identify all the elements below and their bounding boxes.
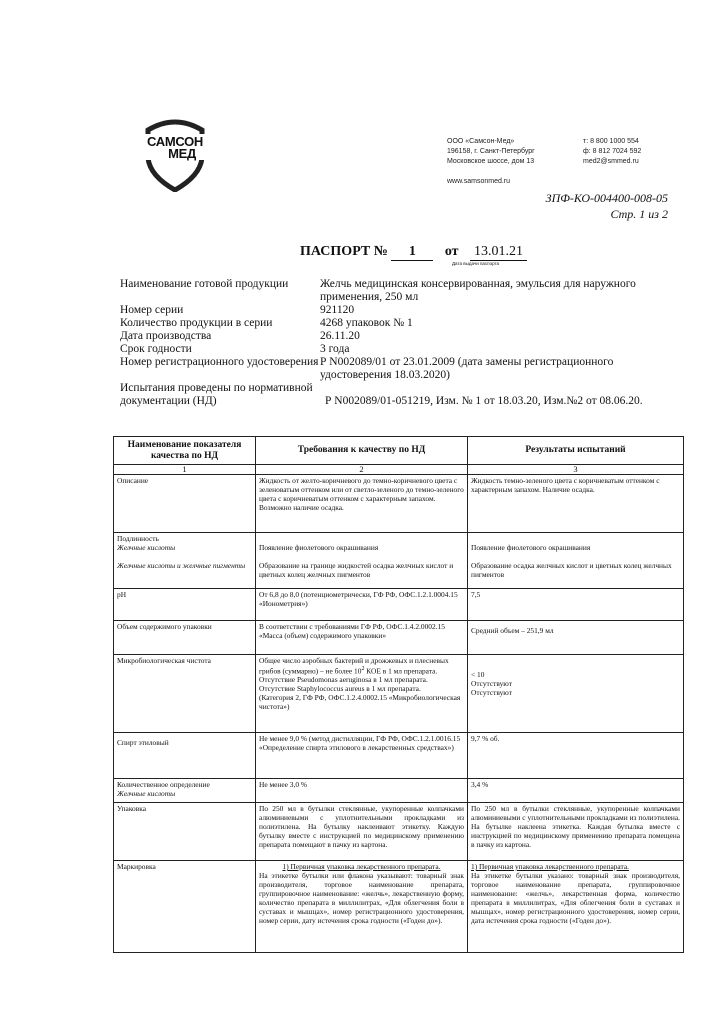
micro-req-total: Общее число аэробных бактерий и дрожжевых и плесневых грибов (суммарно) – не более 10 (259, 656, 449, 676)
sub-indicator: Желчные кислоты и желчные пигменты (117, 561, 246, 570)
info-label: Номер серии (120, 304, 184, 316)
info-row (120, 382, 680, 408)
website: www.samsonmed.ru (447, 178, 511, 185)
info-row (120, 317, 680, 330)
email: med2@smmed.ru (583, 158, 639, 165)
marking-req-text: На этикетке бутылки или флакона указывают: товарный знак производителя, торговое наименование препарата, группировочное наименование: «желчь», лекарственную форму, количество препарата в миллилитрах, «Для облегчения боли в суставах и мышцах», номер регистрационного удостоверения, номер серии, дату истечения срока годности («Годен до»). (259, 871, 464, 925)
table-header-row (114, 437, 684, 465)
micro-res-total: < 10 (471, 670, 485, 679)
row-result (468, 655, 684, 733)
row-name: pH (114, 589, 256, 621)
page-info: Стр. 1 из 2 (610, 207, 668, 221)
row-name (114, 779, 256, 803)
info-label: Срок годности (120, 343, 192, 355)
sub-indicator: Желчные кислоты (117, 789, 176, 798)
row-name: Объем содержимого упаковки (114, 621, 256, 655)
passport-date: 13.01.21 (470, 244, 527, 261)
company-street: Московское шоссе, дом 13 (447, 158, 535, 165)
row-result (468, 621, 684, 655)
info-value: 921120 (320, 304, 355, 316)
micro-req-staph: Отсутствие Staphylococcus aureus в 1 мл препарата. (259, 684, 421, 694)
row-name: Описание (114, 475, 256, 533)
product-info (120, 278, 680, 408)
info-row (120, 304, 680, 317)
company-logo (140, 112, 210, 192)
row-requirement: Не менее 3,0 % (256, 779, 468, 803)
info-row (120, 278, 680, 304)
quality-table (113, 436, 684, 953)
row-requirement (256, 861, 468, 953)
info-label: Наименование готовой продукции (120, 278, 289, 290)
row-result: 9,7 % об. (468, 733, 684, 779)
marking-res-heading: 1) Первичная упаковка лекарственного препарата. (471, 862, 629, 871)
table-row (114, 861, 684, 953)
micro-req-pseudomonas: Отсутствие Pseudomonas aeruginosa в 1 мл препарата. (259, 675, 428, 685)
row-name: Маркировка (114, 861, 256, 953)
col-number: 1 (114, 465, 256, 475)
company-name: ООО «Самсон-Мед» (447, 138, 515, 145)
phone: т: 8 800 1000 554 (583, 138, 639, 145)
micro-req-exponent: 2 (361, 666, 365, 672)
logo-text-line1: САМСОН (146, 134, 204, 149)
table-row (114, 621, 684, 655)
company-contacts (583, 137, 641, 167)
col-number: 3 (468, 465, 684, 475)
info-row (120, 343, 680, 356)
document-code: ЗПФ-КО-004400-008-05 (545, 191, 668, 205)
logo-text-line2: МЕД (168, 146, 196, 161)
row-result (468, 533, 684, 589)
micro-res-pseudomonas: Отсутствуют (471, 679, 512, 688)
info-label: Количество продукции в серии (120, 317, 273, 329)
title-from: от (444, 244, 459, 259)
table-row (114, 533, 684, 589)
row-result: По 250 мл в бутылки стеклянные, укупоренные колпачками алюминиевыми с уплотнительными прокладками из полиэтилена. На бутылке наклеена этикетка. Каждая бутылка вместе с инструкцией по медицинскому применению препарата помещена в пачку из картона. (468, 803, 684, 861)
header-indicator: Наименование показателя качества по НД (114, 437, 256, 465)
row-result-text: Средний объем – 251,9 мл (471, 626, 554, 635)
table-row (114, 475, 684, 533)
info-row (120, 330, 680, 343)
row-requirement: По 250 мл в бутылки стеклянные, укупоренные колпачками алюминиевыми с уплотнительными прокладками из полиэтилена. На бутылку наклеивают этикетку. Каждую бутылку вместе с инструкцией по медицинскому применению препарата помещают в пачку из картона. (256, 803, 468, 861)
row-requirement: В соответствии с требованиями ГФ РФ, ОФС.1.4.2.0002.15 «Масса (объем) содержимого упаковки» (256, 621, 468, 655)
company-city: 196158, г. Санкт-Петербург (447, 148, 535, 155)
marking-res-text: На этикетке бутылки указано: товарный знак производителя, торговое наименование препарата, группировочное наименование: «желчь», лекарственная форма, количество препарата в миллилитрах, «Для облегчения боли в суставах и мышцах», номер регистрационного удостоверения, номер серии, дата истечения срока годности («Годен до»). (471, 871, 680, 925)
row-name: Микробиологическая чистота (114, 655, 256, 733)
micro-req-category: (Категория 2, ГФ РФ, ОФС.1.2.4.0002.15 «Микробиологическая чистота») (259, 693, 461, 712)
table-row (114, 733, 684, 779)
sub-requirement: Образование на границе жидкостей осадка желчных кислот и цветных колец желчных пигментов (259, 561, 454, 579)
row-result: 3,4 % (468, 779, 684, 803)
row-result: 7,5 (468, 589, 684, 621)
sub-indicator: Желчные кислоты (117, 543, 176, 552)
header-requirements: Требования к качеству по НД (256, 437, 468, 465)
company-address (447, 137, 535, 167)
table-row (114, 589, 684, 621)
row-requirement: Жидкость от желто-коричневого до темно-коричневого цвета с зеленоватым оттенком или от светло-зеленого до темно-зеленого цвета с коричневатым оттенком с характерным запахом. Возможно наличие осадка. (256, 475, 468, 533)
info-value: Р N002089/01 от 23.01.2009 (дата замены регистрационного удостоверения 18.03.2020) (320, 356, 614, 381)
info-value: Желчь медицинская консервированная, эмульсия для наружного применения, 250 мл (320, 278, 636, 303)
row-requirement: От 6,8 до 8,0 (потенциометрически, ГФ РФ, ОФС.1.2.1.0004.15 «Ионометрия») (256, 589, 468, 621)
col-number: 2 (256, 465, 468, 475)
micro-req-total-end: КОЕ в 1 мл препарата. (364, 666, 438, 676)
column-number-row (114, 465, 684, 475)
passport-number: 1 (391, 244, 433, 261)
info-value: 3 года (320, 343, 350, 355)
row-requirement (256, 655, 468, 733)
row-name (114, 733, 256, 779)
title-label: ПАСПОРТ № (300, 244, 388, 259)
info-label: Испытания проведены по нормативной документации (НД) (120, 382, 313, 407)
row-requirement: Не менее 9,0 % (метод дистилляции, ГФ РФ, ОФС.1.2.1.0016.15 «Определение спирта этилового в лекарственных средствах») (256, 733, 468, 779)
marking-req-heading: 1) Первичная упаковка лекарственного препарата. (282, 862, 441, 871)
row-result (468, 861, 684, 953)
table-row (114, 655, 684, 733)
micro-res-staph: Отсутствуют (471, 688, 512, 697)
header-results: Результаты испытаний (468, 437, 684, 465)
sub-result: Появление фиолетового окрашивания (471, 543, 591, 552)
row-name-main: Подлинность (117, 534, 159, 543)
row-name-main: Количественное определение (117, 780, 210, 789)
sub-requirement: Появление фиолетового окрашивания (259, 543, 379, 552)
info-value: 4268 упаковок № 1 (320, 317, 413, 329)
info-label: Номер регистрационного удостоверения (120, 356, 319, 368)
info-row (120, 356, 680, 382)
date-caption: Дата выдачи паспорта (452, 261, 500, 266)
row-requirement (256, 533, 468, 589)
table-row (114, 803, 684, 861)
sub-result: Образование осадка желчных кислот и цветных колец желчных пигментов (471, 561, 672, 579)
info-value: Р N002089/01-051219, Изм. № 1 от 18.03.20, Изм.№2 от 08.06.20. (325, 395, 643, 407)
info-value: 26.11.20 (320, 330, 360, 342)
row-name (114, 533, 256, 589)
table-row (114, 779, 684, 803)
passport-title (300, 244, 527, 261)
fax: ф: 8 812 7024 592 (583, 148, 642, 155)
document-code-block (546, 190, 668, 222)
info-label: Дата производства (120, 330, 212, 342)
row-name-text: Спирт этиловый (117, 738, 169, 747)
row-name: Упаковка (114, 803, 256, 861)
row-result: Жидкость темно-зеленого цвета с коричневатым оттенком с характерным запахом. Наличие осадка. (468, 475, 684, 533)
